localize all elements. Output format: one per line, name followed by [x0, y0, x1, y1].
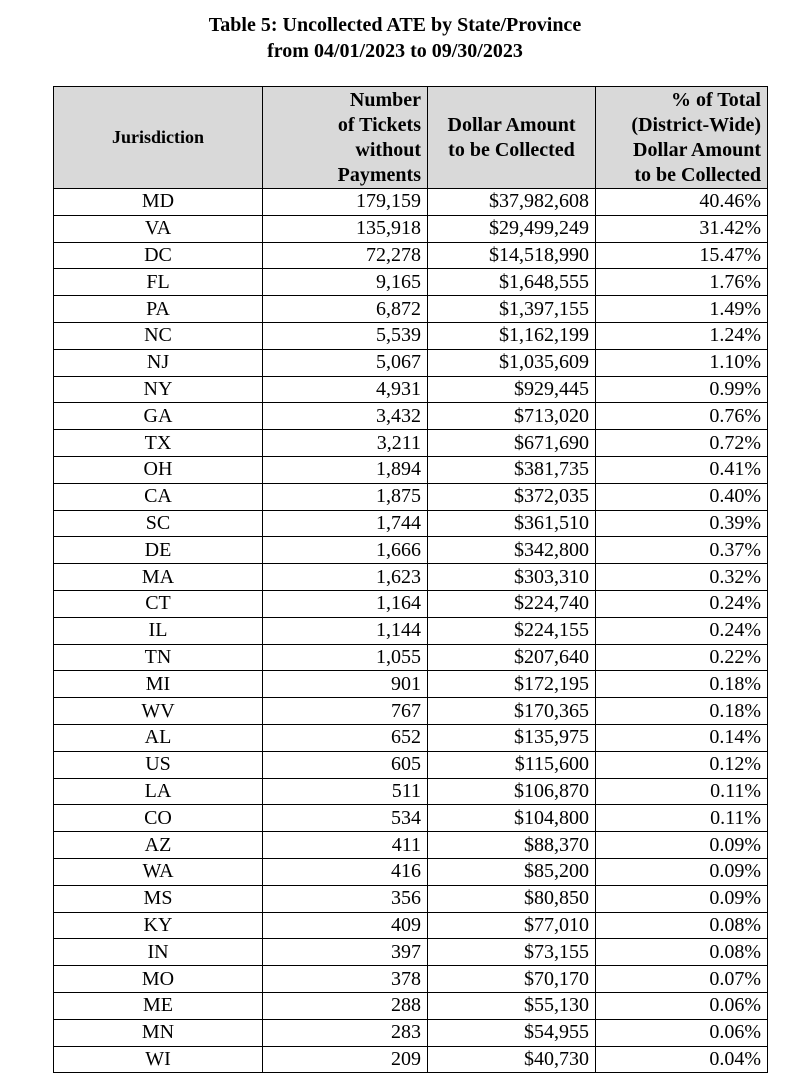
cell-tickets: 1,875 — [263, 483, 428, 510]
cell-dollar-amount: $224,155 — [428, 617, 596, 644]
cell-tickets: 1,744 — [263, 510, 428, 537]
cell-percent: 40.46% — [596, 189, 768, 216]
header-tickets-line: without — [355, 138, 421, 161]
cell-percent: 0.06% — [596, 992, 768, 1019]
table-row — [54, 885, 768, 912]
table-row — [54, 992, 768, 1019]
header-tickets-line: Number — [349, 88, 421, 111]
cell-tickets: 1,144 — [263, 617, 428, 644]
cell-dollar-amount: $1,162,199 — [428, 322, 596, 349]
cell-tickets: 356 — [263, 885, 428, 912]
cell-tickets: 1,894 — [263, 456, 428, 483]
cell-jurisdiction: WV — [54, 698, 263, 725]
cell-tickets: 767 — [263, 698, 428, 725]
cell-tickets: 378 — [263, 966, 428, 993]
cell-jurisdiction: IN — [54, 939, 263, 966]
cell-dollar-amount: $170,365 — [428, 698, 596, 725]
cell-tickets: 1,666 — [263, 537, 428, 564]
cell-dollar-amount: $55,130 — [428, 992, 596, 1019]
cell-percent: 0.11% — [596, 805, 768, 832]
cell-jurisdiction: MI — [54, 671, 263, 698]
cell-tickets: 179,159 — [263, 189, 428, 216]
table-title — [0, 12, 790, 64]
cell-tickets: 6,872 — [263, 296, 428, 323]
cell-jurisdiction: MD — [54, 189, 263, 216]
cell-tickets: 1,164 — [263, 590, 428, 617]
cell-percent: 0.04% — [596, 1046, 768, 1073]
cell-dollar-amount: $14,518,990 — [428, 242, 596, 269]
cell-percent: 0.18% — [596, 698, 768, 725]
table-row — [54, 242, 768, 269]
cell-jurisdiction: MO — [54, 966, 263, 993]
cell-dollar-amount: $70,170 — [428, 966, 596, 993]
cell-percent: 0.24% — [596, 590, 768, 617]
cell-jurisdiction: WI — [54, 1046, 263, 1073]
cell-percent: 0.24% — [596, 617, 768, 644]
cell-jurisdiction: LA — [54, 778, 263, 805]
cell-percent: 0.40% — [596, 483, 768, 510]
cell-tickets: 901 — [263, 671, 428, 698]
header-jurisdiction — [54, 87, 263, 189]
cell-jurisdiction: GA — [54, 403, 263, 430]
cell-dollar-amount: $54,955 — [428, 1019, 596, 1046]
cell-jurisdiction: AL — [54, 724, 263, 751]
cell-jurisdiction: IL — [54, 617, 263, 644]
table-row — [54, 671, 768, 698]
cell-jurisdiction: CO — [54, 805, 263, 832]
header-amount-line: to be Collected — [448, 138, 575, 161]
cell-percent: 15.47% — [596, 242, 768, 269]
cell-percent: 1.10% — [596, 349, 768, 376]
cell-percent: 1.76% — [596, 269, 768, 296]
cell-tickets: 511 — [263, 778, 428, 805]
cell-dollar-amount: $381,735 — [428, 456, 596, 483]
cell-jurisdiction: PA — [54, 296, 263, 323]
cell-percent: 1.24% — [596, 322, 768, 349]
table-row — [54, 483, 768, 510]
cell-tickets: 1,623 — [263, 564, 428, 591]
cell-dollar-amount: $135,975 — [428, 724, 596, 751]
table-row — [54, 939, 768, 966]
cell-dollar-amount: $85,200 — [428, 858, 596, 885]
cell-tickets: 283 — [263, 1019, 428, 1046]
table-header-row — [54, 87, 768, 189]
cell-tickets: 72,278 — [263, 242, 428, 269]
header-percent-line: Dollar Amount — [633, 138, 761, 161]
cell-percent: 0.08% — [596, 939, 768, 966]
cell-tickets: 3,432 — [263, 403, 428, 430]
cell-percent: 0.08% — [596, 912, 768, 939]
cell-tickets: 1,055 — [263, 644, 428, 671]
table-row — [54, 403, 768, 430]
cell-percent: 0.09% — [596, 858, 768, 885]
cell-tickets: 135,918 — [263, 215, 428, 242]
cell-jurisdiction: MA — [54, 564, 263, 591]
table-row — [54, 617, 768, 644]
cell-jurisdiction: DC — [54, 242, 263, 269]
table-row — [54, 564, 768, 591]
table-row — [54, 590, 768, 617]
table-row — [54, 430, 768, 457]
cell-percent: 0.12% — [596, 751, 768, 778]
cell-jurisdiction: DE — [54, 537, 263, 564]
cell-dollar-amount: $77,010 — [428, 912, 596, 939]
header-percent-line: % of Total — [670, 88, 761, 111]
cell-percent: 0.14% — [596, 724, 768, 751]
table-row — [54, 966, 768, 993]
cell-jurisdiction: NY — [54, 376, 263, 403]
table-title-line-2: from 04/01/2023 to 09/30/2023 — [267, 40, 523, 62]
cell-tickets: 416 — [263, 858, 428, 885]
cell-dollar-amount: $303,310 — [428, 564, 596, 591]
cell-tickets: 409 — [263, 912, 428, 939]
cell-dollar-amount: $372,035 — [428, 483, 596, 510]
cell-dollar-amount: $207,640 — [428, 644, 596, 671]
table-row — [54, 537, 768, 564]
table-row — [54, 751, 768, 778]
cell-jurisdiction: ME — [54, 992, 263, 1019]
cell-percent: 0.11% — [596, 778, 768, 805]
cell-dollar-amount: $106,870 — [428, 778, 596, 805]
cell-dollar-amount: $1,397,155 — [428, 296, 596, 323]
cell-tickets: 534 — [263, 805, 428, 832]
cell-tickets: 652 — [263, 724, 428, 751]
table-row — [54, 510, 768, 537]
cell-jurisdiction: FL — [54, 269, 263, 296]
cell-tickets: 4,931 — [263, 376, 428, 403]
cell-percent: 0.99% — [596, 376, 768, 403]
cell-jurisdiction: MN — [54, 1019, 263, 1046]
cell-percent: 0.09% — [596, 885, 768, 912]
cell-dollar-amount: $80,850 — [428, 885, 596, 912]
cell-jurisdiction: CA — [54, 483, 263, 510]
cell-jurisdiction: NJ — [54, 349, 263, 376]
cell-tickets: 411 — [263, 832, 428, 859]
cell-dollar-amount: $37,982,608 — [428, 189, 596, 216]
table-row — [54, 269, 768, 296]
header-tickets — [263, 87, 428, 189]
cell-dollar-amount: $115,600 — [428, 751, 596, 778]
cell-percent: 0.32% — [596, 564, 768, 591]
cell-tickets: 209 — [263, 1046, 428, 1073]
cell-dollar-amount: $73,155 — [428, 939, 596, 966]
cell-tickets: 605 — [263, 751, 428, 778]
cell-tickets: 9,165 — [263, 269, 428, 296]
cell-tickets: 397 — [263, 939, 428, 966]
cell-jurisdiction: KY — [54, 912, 263, 939]
cell-percent: 0.18% — [596, 671, 768, 698]
cell-percent: 31.42% — [596, 215, 768, 242]
cell-dollar-amount: $1,648,555 — [428, 269, 596, 296]
cell-jurisdiction: SC — [54, 510, 263, 537]
cell-dollar-amount: $1,035,609 — [428, 349, 596, 376]
cell-tickets: 3,211 — [263, 430, 428, 457]
cell-percent: 0.07% — [596, 966, 768, 993]
header-amount-line: Dollar Amount — [447, 113, 576, 136]
cell-tickets: 5,539 — [263, 322, 428, 349]
cell-percent: 0.09% — [596, 832, 768, 859]
cell-jurisdiction: TN — [54, 644, 263, 671]
header-tickets-line: of Tickets — [337, 113, 421, 136]
cell-dollar-amount: $361,510 — [428, 510, 596, 537]
table-row — [54, 778, 768, 805]
header-tickets-line: Payments — [337, 163, 421, 186]
cell-percent: 1.49% — [596, 296, 768, 323]
header-dollar-amount — [428, 87, 596, 189]
table-row — [54, 215, 768, 242]
uncollected-ate-table — [53, 86, 768, 1073]
cell-tickets: 5,067 — [263, 349, 428, 376]
table-row — [54, 296, 768, 323]
cell-dollar-amount: $224,740 — [428, 590, 596, 617]
table-row — [54, 189, 768, 216]
cell-percent: 0.76% — [596, 403, 768, 430]
cell-percent: 0.72% — [596, 430, 768, 457]
cell-dollar-amount: $671,690 — [428, 430, 596, 457]
cell-jurisdiction: MS — [54, 885, 263, 912]
table-row — [54, 858, 768, 885]
table-row — [54, 376, 768, 403]
table-body — [54, 189, 768, 1073]
cell-dollar-amount: $104,800 — [428, 805, 596, 832]
table-row — [54, 805, 768, 832]
cell-tickets: 288 — [263, 992, 428, 1019]
cell-percent: 0.06% — [596, 1019, 768, 1046]
header-percent-line: (District-Wide) — [631, 113, 761, 136]
cell-jurisdiction: AZ — [54, 832, 263, 859]
table-row — [54, 724, 768, 751]
cell-percent: 0.39% — [596, 510, 768, 537]
cell-dollar-amount: $40,730 — [428, 1046, 596, 1073]
cell-dollar-amount: $342,800 — [428, 537, 596, 564]
table-row — [54, 1019, 768, 1046]
cell-dollar-amount: $929,445 — [428, 376, 596, 403]
table-title-line-1: Table 5: Uncollected ATE by State/Province — [208, 14, 582, 36]
table-row — [54, 322, 768, 349]
header-jurisdiction-label: Jurisdiction — [111, 127, 204, 147]
cell-jurisdiction: TX — [54, 430, 263, 457]
cell-jurisdiction: NC — [54, 322, 263, 349]
cell-dollar-amount: $29,499,249 — [428, 215, 596, 242]
cell-percent: 0.22% — [596, 644, 768, 671]
cell-dollar-amount: $713,020 — [428, 403, 596, 430]
cell-percent: 0.41% — [596, 456, 768, 483]
table-row — [54, 832, 768, 859]
table-row — [54, 912, 768, 939]
cell-jurisdiction: VA — [54, 215, 263, 242]
table-row — [54, 1046, 768, 1073]
table-row — [54, 698, 768, 725]
cell-jurisdiction: CT — [54, 590, 263, 617]
table-row — [54, 456, 768, 483]
header-percent-total — [596, 87, 768, 189]
cell-jurisdiction: WA — [54, 858, 263, 885]
header-percent-line: to be Collected — [634, 163, 761, 186]
cell-dollar-amount: $172,195 — [428, 671, 596, 698]
cell-percent: 0.37% — [596, 537, 768, 564]
cell-jurisdiction: US — [54, 751, 263, 778]
table-row — [54, 644, 768, 671]
table-row — [54, 349, 768, 376]
cell-jurisdiction: OH — [54, 456, 263, 483]
cell-dollar-amount: $88,370 — [428, 832, 596, 859]
